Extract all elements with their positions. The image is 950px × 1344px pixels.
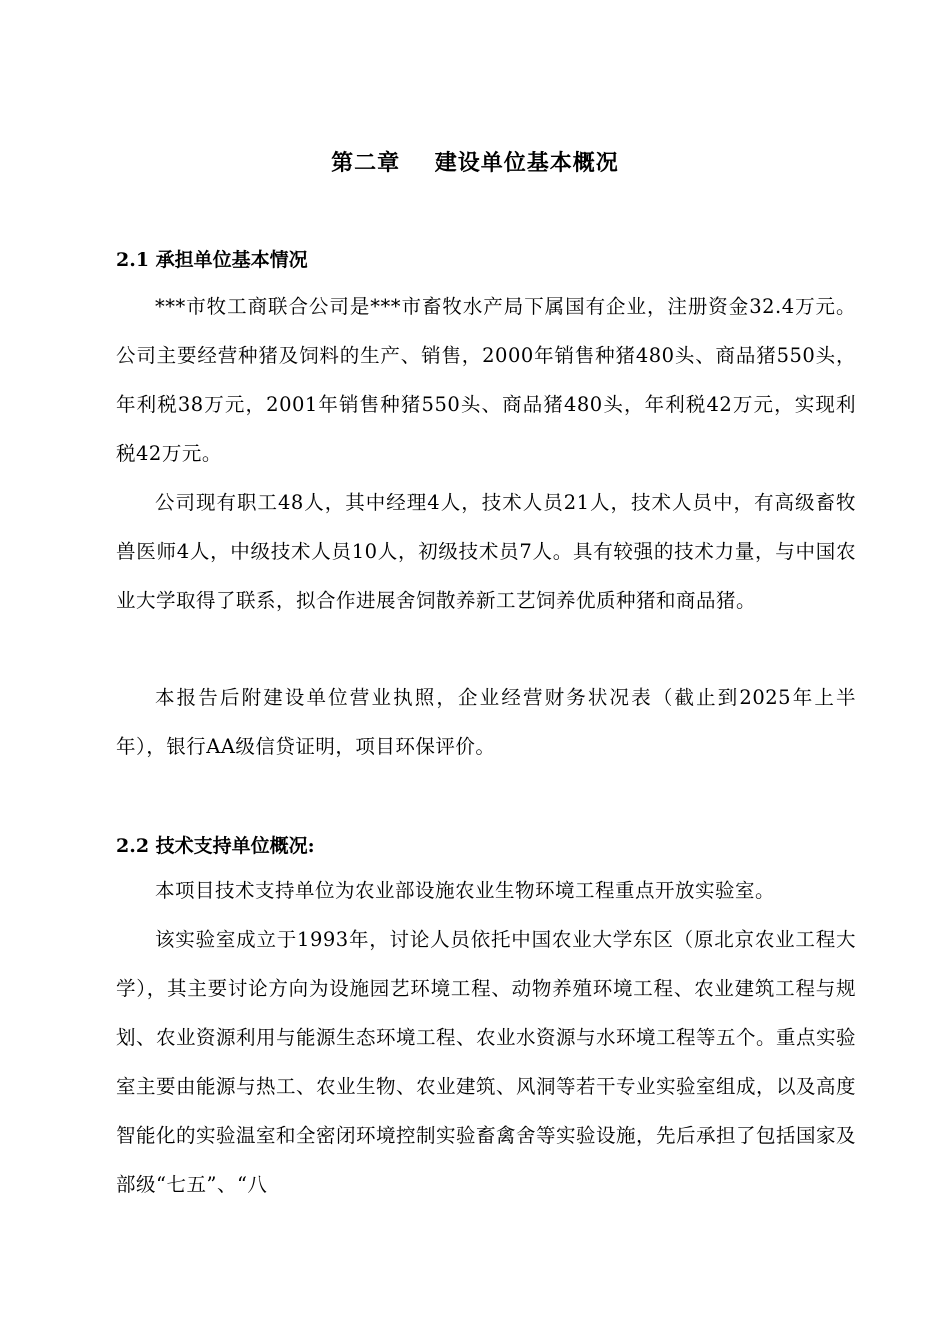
- paragraph: 公司现有职工48人，其中经理4人，技术人员21人，技术人员中，有高级畜牧兽医师4人，中级技术人员10人，初级技术员7人。具有较强的技术力量，与中国农业大学取得了联系，拟合作进展舍饲散养新工艺饲养优质种猪和商品猪。: [116, 491, 856, 612]
- paragraph: 本报告后附建设单位营业执照，企业经营财务状况表（截止到2025年上半年），银行AA级信贷证明，项目环保评价。: [116, 686, 856, 758]
- chapter-title: 第二章 建设单位基本概况: [331, 150, 619, 176]
- section-heading-2-1: 2.1 承担单位基本情况: [116, 249, 308, 271]
- section-heading-2-2: 2.2 技术支持单位概况:: [116, 835, 315, 857]
- paragraph: ***市牧工商联合公司是***市畜牧水产局下属国有企业，注册资金32.4万元。公司主要经营种猪及饲料的生产、销售，2000年销售种猪480头、商品猪550头，年利税38万元，2001年销售种猪550头、商品猪480头，年利税42万元，实现利税42万元。: [116, 295, 856, 465]
- paragraph: 本项目技术支持单位为农业部设施农业生物环境工程重点开放实验室。: [155, 879, 776, 902]
- paragraph: 该实验室成立于1993年，讨论人员依托中国农业大学东区（原北京农业工程大学），其主要讨论方向为设施园艺环境工程、动物养殖环境工程、农业建筑工程与规划、农业资源利用与能源生态环境工程、农业水资源与水环境工程等五个。重点实验室主要由能源与热工、农业生物、农业建筑、风洞等若干专业实验室组成，以及高度智能化的实验温室和全密闭环境控制实验畜禽舍等实验设施，先后承担了包括国家及部级“七五”、“八: [116, 928, 857, 1196]
